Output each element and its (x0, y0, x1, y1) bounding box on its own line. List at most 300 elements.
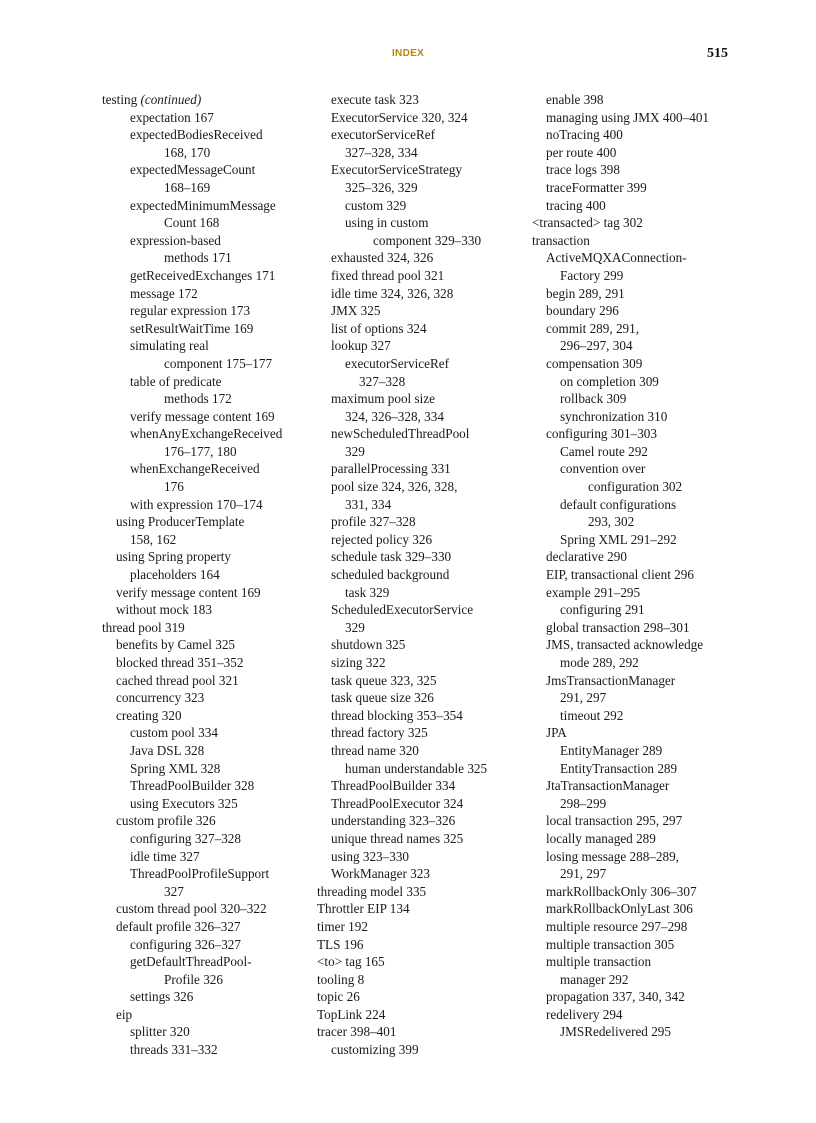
index-entry (102, 355, 332, 373)
index-entry (102, 214, 332, 232)
index-entry-text: verify message content 169 (130, 408, 275, 424)
index-entry (102, 865, 332, 883)
index-entry (532, 654, 762, 672)
index-entry-text: Factory 299 (560, 267, 624, 283)
index-entry (102, 144, 332, 162)
index-entry-text: JMSRedelivered 295 (560, 1024, 671, 1040)
index-entry (532, 460, 762, 478)
index-entry-text: Throttler EIP 134 (317, 901, 410, 917)
index-entry-text: testing (102, 92, 141, 107)
index-entry-text: thread name 320 (331, 742, 419, 758)
index-entry (532, 390, 762, 408)
index-entry-text: custom 329 (345, 197, 407, 213)
index-entry (317, 320, 547, 338)
index-entry-text: thread blocking 353–354 (331, 707, 463, 723)
index-entry (532, 936, 762, 954)
index-entry-text: 329 (345, 619, 365, 635)
index-entry-text: 296–297, 304 (560, 338, 633, 354)
index-entry-text: using ProducerTemplate (116, 514, 245, 530)
index-entry-text: tracer 398–401 (317, 1024, 397, 1040)
index-entry-text: managing using JMX 400–401 (546, 109, 710, 125)
index-entry-text: Count 168 (164, 215, 220, 231)
index-entry (532, 232, 762, 250)
index-entry (102, 443, 332, 461)
index-entry-text: ExecutorServiceStrategy (331, 162, 463, 178)
index-entry-text: commit 289, 291, (546, 320, 640, 336)
index-entry (532, 513, 762, 531)
index-entry (102, 830, 332, 848)
index-entry-text: EIP, transactional client 296 (546, 567, 694, 583)
index-entry-text: EntityTransaction 289 (560, 760, 678, 776)
index-entry-text: benefits by Camel 325 (116, 637, 236, 653)
index-entry (532, 848, 762, 866)
index-entry-text: pool size 324, 326, 328, (331, 479, 458, 495)
index-entry (317, 302, 547, 320)
index-entry-text: settings 326 (130, 989, 194, 1005)
index-entry (532, 355, 762, 373)
index-entry-text: threads 331–332 (130, 1042, 218, 1058)
index-entry (532, 1023, 762, 1041)
index-entry-text: JmsTransactionManager (546, 672, 676, 688)
index-entry (102, 936, 332, 954)
index-entry-text: thread factory 325 (331, 725, 428, 741)
index-entry (317, 848, 547, 866)
index-entry (102, 654, 332, 672)
index-entry (102, 742, 332, 760)
index-entry (102, 1006, 332, 1024)
index-entry (317, 109, 547, 127)
index-entry-text: redelivery 294 (546, 1006, 623, 1022)
index-entry-text: manager 292 (560, 971, 629, 987)
index-entry (532, 425, 762, 443)
index-entry-text: 298–299 (560, 795, 607, 811)
index-entry (317, 900, 547, 918)
index-entry (532, 865, 762, 883)
index-entry (102, 302, 332, 320)
index-entry-text: synchronization 310 (560, 408, 668, 424)
index-entry (532, 161, 762, 179)
index-entry (532, 337, 762, 355)
index-entry-text: 329 (345, 443, 365, 459)
section-name: INDEX (391, 48, 425, 59)
index-entry (102, 373, 332, 391)
index-entry (317, 161, 547, 179)
index-entry (532, 496, 762, 514)
index-entry-text: executorServiceRef (331, 127, 435, 143)
index-entry-text: declarative 290 (546, 549, 627, 565)
index-entry-text: setResultWaitTime 169 (130, 320, 254, 336)
index-entry-text: ThreadPoolProfileSupport (130, 866, 270, 882)
index-entry (102, 425, 332, 443)
index-entry (102, 337, 332, 355)
index-entry-text: schedule task 329–330 (331, 549, 452, 565)
index-entry-text: threading model 335 (317, 883, 427, 899)
index-entry (102, 971, 332, 989)
running-head (0, 46, 816, 62)
index-entry (532, 373, 762, 391)
index-entry-text: multiple resource 297–298 (546, 918, 688, 934)
index-entry (532, 812, 762, 830)
index-entry (532, 777, 762, 795)
index-entry (532, 918, 762, 936)
index-entry (317, 126, 547, 144)
index-entry (532, 672, 762, 690)
index-entry (102, 689, 332, 707)
index-entry-text: rollback 309 (560, 391, 627, 407)
index-entry (102, 548, 332, 566)
index-entry-text: rejected policy 326 (331, 531, 433, 547)
index-entry-text: placeholders 164 (130, 567, 220, 583)
index-entry (532, 636, 762, 654)
index-entry-text: 293, 302 (588, 514, 635, 530)
index-entry (317, 267, 547, 285)
index-entry-text: blocked thread 351–352 (116, 655, 244, 670)
index-entry-text: lookup 327 (331, 338, 391, 354)
index-entry (317, 883, 547, 901)
index-entry-text: newScheduledThreadPool (331, 426, 470, 442)
index-entry (317, 1023, 547, 1041)
index-entry (102, 883, 332, 901)
index-entry (102, 460, 332, 478)
index-entry-text: timeout 292 (560, 707, 624, 723)
index-entry-text: parallelProcessing 331 (331, 461, 451, 477)
index-entry (102, 619, 332, 637)
index-entry-text: ThreadPoolBuilder 328 (130, 778, 255, 794)
index-entry (102, 197, 332, 215)
index-entry-text: whenExchangeReceived (130, 461, 260, 477)
index-entry-text: customizing 399 (331, 1042, 419, 1058)
index-entry-text: 176 (164, 479, 184, 495)
index-entry (317, 584, 547, 602)
index-entry (317, 636, 547, 654)
index-entry-text: configuring 326–327 (130, 936, 241, 952)
index-entry-text: multiple transaction (546, 954, 652, 970)
index-entry-text: configuring 301–303 (546, 426, 657, 442)
index-entry-text: profile 327–328 (331, 514, 416, 530)
index-entry (317, 443, 547, 461)
index-entry-text: topic 26 (317, 989, 360, 1005)
index-entry-text: timer 192 (317, 918, 368, 934)
index-entry (317, 936, 547, 954)
index-entry-text: Spring XML 291–292 (560, 531, 677, 547)
index-entry-text: JtaTransactionManager (546, 778, 670, 794)
index-entry (102, 161, 332, 179)
index-entry (102, 1023, 332, 1041)
index-entry (317, 179, 547, 197)
index-entry-text: Camel route 292 (560, 443, 648, 459)
index-entry (532, 302, 762, 320)
index-entry-text: noTracing 400 (546, 127, 623, 143)
index-entry (317, 777, 547, 795)
index-entry-text: ThreadPoolExecutor 324 (331, 795, 464, 811)
index-entry (102, 232, 332, 250)
index-entry-text: TLS 196 (317, 936, 364, 952)
index-entry (532, 795, 762, 813)
index-entry (317, 144, 547, 162)
index-entry (102, 760, 332, 778)
index-entry (317, 566, 547, 584)
page-number: 515 (707, 46, 728, 61)
index-entry (102, 988, 332, 1006)
index-entry (102, 478, 332, 496)
index-entry (317, 548, 547, 566)
index-entry-text: 327–328 (359, 373, 406, 389)
index-entry-text: compensation 309 (546, 355, 643, 371)
index-entry-text: executorServiceRef (345, 355, 449, 371)
index-entry (532, 1006, 762, 1024)
index-entry (102, 179, 332, 197)
index-entry-text: eip (116, 1006, 133, 1022)
index-entry-text: propagation 337, 340, 342 (546, 989, 685, 1005)
index-entry-text: getReceivedExchanges 171 (130, 267, 276, 283)
index-entry-text: default profile 326–327 (116, 918, 241, 934)
index-entry (532, 724, 762, 742)
index-entry-text: idle time 327 (130, 848, 200, 864)
index-entry (532, 285, 762, 303)
index-column-1 (102, 91, 332, 1059)
index-entry (532, 988, 762, 1006)
index-entry (102, 91, 332, 109)
index-entry-text: using 323–330 (331, 848, 410, 864)
index-entry (317, 285, 547, 303)
index-entry (317, 1041, 547, 1059)
index-entry (102, 795, 332, 813)
index-entry-text: thread pool 319 (102, 619, 185, 635)
index-entry (532, 760, 762, 778)
index-entry (532, 971, 762, 989)
index-entry-text: boundary 296 (546, 303, 619, 319)
index-entry-text: methods 171 (164, 250, 232, 266)
index-entry (102, 601, 332, 619)
index-entry (317, 971, 547, 989)
index-entry (102, 285, 332, 303)
index-entry-text: 324, 326–328, 334 (345, 408, 444, 424)
index-entry (532, 408, 762, 426)
index-entry (102, 249, 332, 267)
index-entry-text: fixed thread pool 321 (331, 267, 445, 283)
index-entry (102, 109, 332, 127)
index-entry-text: <transacted> tag 302 (532, 215, 643, 231)
index-entry-text: 176–177, 180 (164, 443, 237, 459)
index-entry-text: tracing 400 (546, 197, 606, 213)
index-entry-text: trace logs 398 (546, 162, 620, 178)
index-entry (317, 373, 547, 391)
index-entry (317, 214, 547, 232)
index-entry-text: methods 172 (164, 391, 232, 407)
index-entry-text: with expression 170–174 (130, 496, 263, 512)
index-entry-text: configuration 302 (588, 479, 683, 495)
index-entry (102, 408, 332, 426)
index-entry-text: on completion 309 (560, 373, 659, 389)
index-entry-text: verify message content 169 (116, 584, 261, 600)
index-entry (317, 918, 547, 936)
index-entry (317, 742, 547, 760)
index-entry-text: ActiveMQXAConnection- (546, 250, 687, 266)
index-entry (102, 812, 332, 830)
index-entry (102, 724, 332, 742)
index-entry-text: global transaction 298–301 (546, 619, 690, 635)
index-entry-text: scheduled background (331, 567, 450, 583)
index-entry (102, 848, 332, 866)
index-entry-text: unique thread names 325 (331, 830, 464, 846)
index-entry-text: splitter 320 (130, 1024, 190, 1040)
index-entry-text: expectedMinimumMessage (130, 197, 276, 213)
index-entry (532, 953, 762, 971)
index-entry (102, 900, 332, 918)
index-entry (102, 777, 332, 795)
index-entry-text: locally managed 289 (546, 830, 656, 846)
index-entry (317, 812, 547, 830)
index-entry-text: 168–169 (164, 179, 211, 195)
index-entry-text: custom profile 326 (116, 813, 216, 829)
index-entry-text: convention over (560, 461, 646, 477)
index-entry-text: creating 320 (116, 707, 182, 723)
index-entry-text: execute task 323 (331, 92, 419, 107)
index-entry (102, 267, 332, 285)
index-entry-text: using Executors 325 (130, 795, 238, 811)
index-entry-text: custom thread pool 320–322 (116, 901, 267, 917)
index-entry (532, 900, 762, 918)
index-entry (532, 566, 762, 584)
index-entry-text: markRollbackOnly 306–307 (546, 883, 697, 899)
index-entry (102, 566, 332, 584)
index-entry (317, 601, 547, 619)
index-entry-text: exhausted 324, 326 (331, 250, 434, 266)
index-entry-text: table of predicate (130, 373, 222, 389)
index-entry-text: shutdown 325 (331, 637, 406, 653)
index-entry-text: without mock 183 (116, 602, 212, 618)
index-entry (532, 197, 762, 215)
index-entry (532, 531, 762, 549)
index-entry (317, 197, 547, 215)
index-entry-text: 158, 162 (130, 531, 177, 547)
index-entry-text: tooling 8 (317, 971, 365, 987)
index-entry (532, 267, 762, 285)
index-entry-text: 327 (164, 883, 184, 899)
index-entry (102, 513, 332, 531)
index-entry-text: expectation 167 (130, 109, 214, 125)
index-entry-text: getDefaultThreadPool- (130, 954, 252, 970)
index-entry-text: maximum pool size (331, 391, 436, 407)
index-entry-text: human understandable 325 (345, 760, 488, 776)
index-entry (317, 830, 547, 848)
index-entry (532, 214, 762, 232)
index-entry-text: JMX 325 (331, 303, 381, 319)
index-entry (532, 619, 762, 637)
index-entry (532, 91, 762, 109)
index-entry-text: local transaction 295, 297 (546, 813, 683, 829)
index-entry-text: component 329–330 (373, 232, 482, 248)
index-entry-text: cached thread pool 321 (116, 672, 239, 688)
index-entry-text: ScheduledExecutorService (331, 602, 474, 618)
index-entry (102, 584, 332, 602)
index-entry-text: component 175–177 (164, 355, 273, 371)
continued-note: (continued) (140, 92, 202, 107)
index-entry-text: task 329 (345, 584, 390, 600)
index-entry-text: idle time 324, 326, 328 (331, 285, 454, 301)
index-entry (102, 126, 332, 144)
index-entry (317, 91, 547, 109)
index-entry-text: begin 289, 291 (546, 285, 625, 301)
index-entry (532, 830, 762, 848)
index-entry (317, 724, 547, 742)
index-entry (317, 953, 547, 971)
index-entry-text: JPA (546, 725, 567, 741)
index-entry (532, 707, 762, 725)
index-entry-text: example 291–295 (546, 584, 641, 600)
index-entry-text: concurrency 323 (116, 690, 205, 706)
index-entry-text: WorkManager 323 (331, 866, 430, 882)
index-entry-text: 291, 297 (560, 690, 607, 706)
index-entry-text: expectedMessageCount (130, 162, 256, 178)
index-entry (317, 513, 547, 531)
index-entry (317, 619, 547, 637)
index-entry (102, 531, 332, 549)
index-entry (532, 742, 762, 760)
index-entry (317, 337, 547, 355)
index-entry-text: custom pool 334 (130, 725, 218, 741)
index-entry (317, 232, 547, 250)
index-entry-text: mode 289, 292 (560, 655, 639, 670)
index-entry-text: 327–328, 334 (345, 144, 418, 160)
index-column-2 (317, 91, 547, 1059)
index-entry-text: 331, 334 (345, 496, 392, 512)
index-entry (317, 425, 547, 443)
index-entry (532, 144, 762, 162)
index-entry (317, 390, 547, 408)
index-entry-text: sizing 322 (331, 655, 386, 670)
index-entry (317, 249, 547, 267)
index-entry (102, 707, 332, 725)
index-entry (532, 689, 762, 707)
index-entry (532, 584, 762, 602)
index-entry-text: 291, 297 (560, 866, 607, 882)
index-entry (532, 548, 762, 566)
index-entry (317, 1006, 547, 1024)
index-entry-text: using in custom (345, 215, 429, 231)
index-entry (532, 443, 762, 461)
index-entry-text: expression-based (130, 232, 221, 248)
index-entry-text: 168, 170 (164, 144, 211, 160)
index-entry-text: JMS, transacted acknowledge (546, 637, 704, 653)
index-entry (102, 496, 332, 514)
index-entry (532, 109, 762, 127)
index-entry-text: task queue 323, 325 (331, 672, 437, 688)
index-entry-text: message 172 (130, 285, 198, 301)
index-entry (532, 478, 762, 496)
index-entry (317, 654, 547, 672)
index-entry (532, 883, 762, 901)
index-entry-text: traceFormatter 399 (546, 179, 647, 195)
index-entry (532, 601, 762, 619)
index-entry (317, 707, 547, 725)
index-entry-text: simulating real (130, 338, 209, 354)
index-column-3 (532, 91, 762, 1041)
index-entry (317, 496, 547, 514)
index-entry (317, 408, 547, 426)
index-entry (102, 672, 332, 690)
index-entry (317, 672, 547, 690)
index-entry-text: whenAnyExchangeReceived (130, 426, 283, 442)
index-entry-text: configuring 291 (560, 602, 645, 618)
index-entry (317, 531, 547, 549)
index-entry-text: losing message 288–289, (546, 848, 679, 864)
index-entry (102, 320, 332, 338)
index-entry (102, 390, 332, 408)
index-entry (317, 795, 547, 813)
index-entry-text: markRollbackOnlyLast 306 (546, 901, 693, 917)
index-entry-text: enable 398 (546, 92, 604, 107)
